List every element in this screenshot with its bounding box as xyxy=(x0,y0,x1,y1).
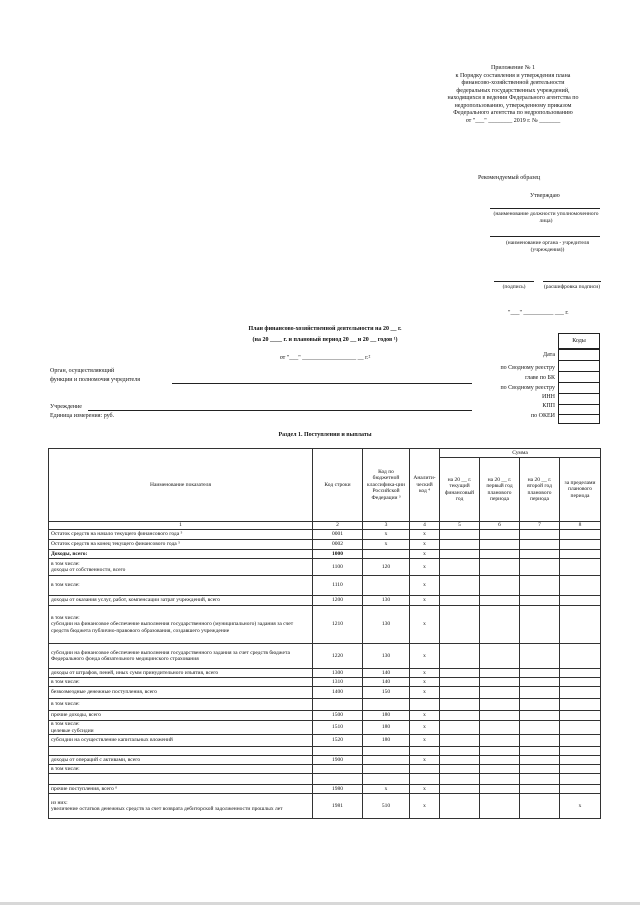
table-row xyxy=(49,687,601,699)
plan-subtitle: (на 20 ____ г. и плановый период 20 __ и 20 __ годов ¹) xyxy=(252,337,398,343)
code-label-bk: главе по БК xyxy=(525,375,555,381)
row-name: в том числе: xyxy=(49,678,313,687)
table-row xyxy=(49,711,601,721)
table-row xyxy=(49,765,601,774)
header-year-4: за пределами планового периода xyxy=(560,458,601,522)
row-analytic-code: x xyxy=(410,644,440,669)
row-code: 1200 xyxy=(313,596,363,606)
row-year-2 xyxy=(480,644,520,669)
table-row xyxy=(49,596,601,606)
row-name: субсидии на финансовое обеспечение выполнения государственного задания за счет средств бюджета Федерального фонда обязательного медицинского страхования xyxy=(49,644,313,669)
row-year-1 xyxy=(440,735,480,747)
row-analytic-code: x xyxy=(410,711,440,721)
row-year-2 xyxy=(480,735,520,747)
code-label-registry2: по Сводному реестру xyxy=(500,385,555,391)
row-year-1 xyxy=(440,606,480,644)
row-year-4 xyxy=(560,644,601,669)
row-budget-code xyxy=(363,774,410,785)
row-year-3 xyxy=(520,540,560,550)
row-analytic-code xyxy=(410,747,440,756)
institution-line xyxy=(88,410,472,411)
row-name: Остаток средств на конец текущего финансового года ⁵ xyxy=(49,540,313,550)
row-name: в том числе: доходы от собственности, всего xyxy=(49,559,313,576)
row-budget-code: 180 xyxy=(363,721,410,735)
row-code: 1981 xyxy=(313,794,363,819)
row-year-4 xyxy=(560,765,601,774)
row-year-3 xyxy=(520,669,560,678)
row-year-2 xyxy=(480,699,520,711)
row-code xyxy=(313,765,363,774)
row-budget-code xyxy=(363,699,410,711)
organ-line xyxy=(172,383,472,384)
column-number: 1 xyxy=(49,522,313,530)
row-year-4 xyxy=(560,735,601,747)
row-code: 1900 xyxy=(313,756,363,765)
row-year-4 xyxy=(560,774,601,785)
row-code: 0002 xyxy=(313,540,363,550)
row-analytic-code: x xyxy=(410,606,440,644)
row-year-2 xyxy=(480,687,520,699)
row-year-1 xyxy=(440,576,480,596)
row-name: Доходы, всего: xyxy=(49,550,313,559)
appendix-line: от "___" ________ 2019 г. № _______ xyxy=(465,117,561,124)
row-budget-code xyxy=(363,576,410,596)
header-year-3: на 20 __ г. второй год планового периода xyxy=(520,458,560,522)
code-label-date: Дата xyxy=(543,352,555,358)
row-year-3 xyxy=(520,559,560,576)
row-year-3 xyxy=(520,721,560,735)
row-year-2 xyxy=(480,774,520,785)
row-budget-code: 140 xyxy=(363,678,410,687)
unit-label: Единица измерения: руб. xyxy=(50,413,115,419)
table-row xyxy=(49,530,601,540)
row-year-3 xyxy=(520,644,560,669)
column-number: 7 xyxy=(520,522,560,530)
row-name: доходы от оказания услуг, работ, компенсации затрат учреждений, всего xyxy=(49,596,313,606)
row-name: Остаток средств на начало текущего финансового года ⁵ xyxy=(49,530,313,540)
row-year-2 xyxy=(480,540,520,550)
row-name: безвозмездные денежные поступления, всего xyxy=(49,687,313,699)
row-year-3 xyxy=(520,576,560,596)
row-budget-code xyxy=(363,550,410,559)
row-year-4 xyxy=(560,540,601,550)
table-row xyxy=(49,678,601,687)
row-year-1 xyxy=(440,747,480,756)
row-analytic-code: x xyxy=(410,687,440,699)
row-year-4 xyxy=(560,785,601,794)
founder-caption: (наименование органа - учредителя (учреждения)) xyxy=(505,240,590,253)
row-year-2 xyxy=(480,721,520,735)
appendix-block xyxy=(418,65,608,125)
recommended-label: Рекомендуемый образец xyxy=(478,175,541,181)
table-row xyxy=(49,756,601,765)
position-caption: (наименование должности уполномоченного лица) xyxy=(493,211,599,224)
row-year-4 xyxy=(560,559,601,576)
signature-caption: (подпись) xyxy=(502,284,526,290)
code-label-registry: по Сводному реестру xyxy=(500,365,555,371)
row-year-1 xyxy=(440,678,480,687)
decode-caption: (расшифровка подписи) xyxy=(543,284,601,290)
row-year-3 xyxy=(520,606,560,644)
row-code xyxy=(313,774,363,785)
row-year-4 xyxy=(560,596,601,606)
row-year-2 xyxy=(480,678,520,687)
code-label-inn: ИНН xyxy=(542,394,555,400)
row-year-3 xyxy=(520,774,560,785)
row-year-3 xyxy=(520,711,560,721)
row-year-3 xyxy=(520,747,560,756)
appendix-title: Приложение № 1 xyxy=(491,65,535,71)
row-year-2 xyxy=(480,765,520,774)
codes-box xyxy=(558,349,600,424)
row-year-1 xyxy=(440,596,480,606)
row-year-3 xyxy=(520,794,560,819)
header-sum: Сумма xyxy=(440,449,601,458)
approval-date: "___" __________ ___ г. xyxy=(508,310,569,316)
header-budget-code: Код по бюджетной классифика-ции Российской Федерации ³ xyxy=(363,449,410,522)
row-year-4 xyxy=(560,678,601,687)
row-analytic-code xyxy=(410,774,440,785)
row-name: в том числе: xyxy=(49,576,313,596)
row-code: 0001 xyxy=(313,530,363,540)
row-year-1 xyxy=(440,644,480,669)
section-title: Раздел 1. Поступления и выплаты xyxy=(278,432,372,438)
code-label-kpp: КПП xyxy=(542,403,555,409)
row-year-1 xyxy=(440,530,480,540)
organ-label: Орган, осуществляющий xyxy=(50,368,115,374)
row-year-2 xyxy=(480,711,520,721)
row-budget-code xyxy=(363,756,410,765)
table-row xyxy=(49,644,601,669)
row-code: 1310 xyxy=(313,678,363,687)
institution-label: Учреждение xyxy=(50,404,82,410)
row-year-1 xyxy=(440,794,480,819)
appendix-line: финансово-хозяйственной деятельности xyxy=(461,80,565,86)
row-name: в том числе: xyxy=(49,765,313,774)
signature-line xyxy=(494,281,534,282)
row-analytic-code xyxy=(410,699,440,711)
row-budget-code: 140 xyxy=(363,669,410,678)
row-code: 1110 xyxy=(313,576,363,596)
row-year-2 xyxy=(480,785,520,794)
plan-date: от "___" __________________ __ г.² xyxy=(279,355,371,361)
row-name: в том числе: субсидии на финансовое обеспечение выполнения государственного (муниципального) задания за счет средств бюджета публично-правового образования, создавшего учреждение xyxy=(49,606,313,644)
column-number: 5 xyxy=(440,522,480,530)
row-year-1 xyxy=(440,721,480,735)
table-row xyxy=(49,785,601,794)
column-number: 6 xyxy=(480,522,520,530)
decode-line xyxy=(543,281,601,282)
table-row xyxy=(49,735,601,747)
appendix-line: Федерального агентства по недропользованию xyxy=(453,110,573,116)
row-code: 1100 xyxy=(313,559,363,576)
row-year-1 xyxy=(440,785,480,794)
row-code: 1500 xyxy=(313,711,363,721)
row-year-1 xyxy=(440,540,480,550)
row-code xyxy=(313,747,363,756)
column-number: 3 xyxy=(363,522,410,530)
row-analytic-code xyxy=(410,765,440,774)
row-year-3 xyxy=(520,735,560,747)
row-year-2 xyxy=(480,550,520,559)
header-code: Код строки xyxy=(313,449,363,522)
row-year-2 xyxy=(480,756,520,765)
appendix-line: недропользованию, утвержденному приказом xyxy=(454,102,572,109)
founder-line xyxy=(490,236,600,237)
row-name: в том числе: целевые субсидии xyxy=(49,721,313,735)
row-year-2 xyxy=(480,576,520,596)
column-number: 4 xyxy=(410,522,440,530)
row-budget-code: 180 xyxy=(363,711,410,721)
row-year-4 xyxy=(560,687,601,699)
row-year-2 xyxy=(480,596,520,606)
row-year-1 xyxy=(440,559,480,576)
row-name: из них: увеличение остатков денежных средств за счет возврата дебиторской задолженности прошлых лет xyxy=(49,794,313,819)
row-code: 1520 xyxy=(313,735,363,747)
appendix-line: к Порядку составления и утверждения плана xyxy=(455,72,571,79)
table-row xyxy=(49,721,601,735)
row-budget-code xyxy=(363,765,410,774)
row-budget-code: 130 xyxy=(363,644,410,669)
row-name xyxy=(49,774,313,785)
row-year-2 xyxy=(480,747,520,756)
row-analytic-code: x xyxy=(410,721,440,735)
row-code: 1980 xyxy=(313,785,363,794)
receipts-table xyxy=(48,448,601,819)
header-year-1: на 20 __ г. текущий финансовый год xyxy=(440,458,480,522)
header-analytic-code: Аналити-ческий код ⁴ xyxy=(410,449,440,522)
row-analytic-code: x xyxy=(410,669,440,678)
plan-title: План финансово-хозяйственной деятельности на 20 __ г. xyxy=(248,326,402,332)
row-analytic-code: x xyxy=(410,794,440,819)
row-year-4 xyxy=(560,606,601,644)
row-code: 1210 xyxy=(313,606,363,644)
row-budget-code: 510 xyxy=(363,794,410,819)
table-row xyxy=(49,559,601,576)
row-year-3 xyxy=(520,530,560,540)
row-year-1 xyxy=(440,756,480,765)
row-year-1 xyxy=(440,711,480,721)
row-name: прочие поступления, всего ⁶ xyxy=(49,785,313,794)
row-year-3 xyxy=(520,550,560,559)
row-year-1 xyxy=(440,550,480,559)
row-year-1 xyxy=(440,669,480,678)
row-year-4 xyxy=(560,711,601,721)
row-year-1 xyxy=(440,765,480,774)
row-year-3 xyxy=(520,699,560,711)
row-name: прочие доходы, всего xyxy=(49,711,313,721)
row-year-1 xyxy=(440,774,480,785)
row-analytic-code: x xyxy=(410,756,440,765)
row-year-3 xyxy=(520,785,560,794)
row-year-4 xyxy=(560,550,601,559)
row-code: 1510 xyxy=(313,721,363,735)
code-label-okei: по ОКЕИ xyxy=(530,413,555,419)
row-analytic-code: x xyxy=(410,540,440,550)
row-year-4 xyxy=(560,530,601,540)
row-budget-code: 120 xyxy=(363,559,410,576)
row-year-3 xyxy=(520,687,560,699)
table-row xyxy=(49,550,601,559)
row-year-2 xyxy=(480,669,520,678)
appendix-line: федеральных государственных учреждений, xyxy=(456,87,570,94)
row-name: в том числе: xyxy=(49,699,313,711)
row-code: 1220 xyxy=(313,644,363,669)
row-year-3 xyxy=(520,596,560,606)
row-budget-code: 180 xyxy=(363,735,410,747)
row-budget-code xyxy=(363,747,410,756)
row-year-4 xyxy=(560,747,601,756)
row-analytic-code: x xyxy=(410,550,440,559)
row-year-2 xyxy=(480,530,520,540)
row-budget-code: 130 xyxy=(363,606,410,644)
row-year-1 xyxy=(440,699,480,711)
row-code: 1300 xyxy=(313,669,363,678)
row-budget-code: x xyxy=(363,540,410,550)
table-row xyxy=(49,774,601,785)
row-name xyxy=(49,747,313,756)
table-row xyxy=(49,576,601,596)
table-row xyxy=(49,669,601,678)
row-year-3 xyxy=(520,756,560,765)
column-number: 2 xyxy=(313,522,363,530)
functions-label: функции и полномочия учредителя xyxy=(50,377,140,383)
row-analytic-code: x xyxy=(410,596,440,606)
row-analytic-code: x xyxy=(410,735,440,747)
row-year-2 xyxy=(480,606,520,644)
table-row xyxy=(49,540,601,550)
row-code xyxy=(313,699,363,711)
table-row xyxy=(49,606,601,644)
row-year-4 xyxy=(560,721,601,735)
row-year-3 xyxy=(520,678,560,687)
row-analytic-code: x xyxy=(410,530,440,540)
row-year-3 xyxy=(520,765,560,774)
header-year-2: на 20 __ г. первый год планового периода xyxy=(480,458,520,522)
row-code: 1000 xyxy=(313,550,363,559)
row-budget-code: 130 xyxy=(363,596,410,606)
row-name: субсидии на осуществление капитальных вложений xyxy=(49,735,313,747)
row-budget-code: x xyxy=(363,785,410,794)
row-year-4: x xyxy=(560,794,601,819)
row-analytic-code: x xyxy=(410,678,440,687)
column-number: 8 xyxy=(560,522,601,530)
row-year-2 xyxy=(480,794,520,819)
row-analytic-code: x xyxy=(410,576,440,596)
row-year-1 xyxy=(440,687,480,699)
row-analytic-code: x xyxy=(410,559,440,576)
row-year-4 xyxy=(560,699,601,711)
header-name: Наименование показателя xyxy=(49,449,313,522)
row-year-2 xyxy=(480,559,520,576)
appendix-line: находящихся в ведении Федерального агентства по xyxy=(447,95,579,101)
codes-header: Коды xyxy=(558,333,600,349)
table-row xyxy=(49,747,601,756)
approve-label: Утверждаю xyxy=(530,193,560,199)
row-year-4 xyxy=(560,576,601,596)
table-row xyxy=(49,794,601,819)
row-code: 1400 xyxy=(313,687,363,699)
row-year-4 xyxy=(560,756,601,765)
row-budget-code: x xyxy=(363,530,410,540)
row-name: доходы от штрафов, пеней, иных сумм принудительного изъятия, всего xyxy=(49,669,313,678)
position-line xyxy=(490,208,600,209)
row-name: доходы от операций с активами, всего xyxy=(49,756,313,765)
row-analytic-code: x xyxy=(410,785,440,794)
row-year-4 xyxy=(560,669,601,678)
row-budget-code: 150 xyxy=(363,687,410,699)
table-row xyxy=(49,699,601,711)
